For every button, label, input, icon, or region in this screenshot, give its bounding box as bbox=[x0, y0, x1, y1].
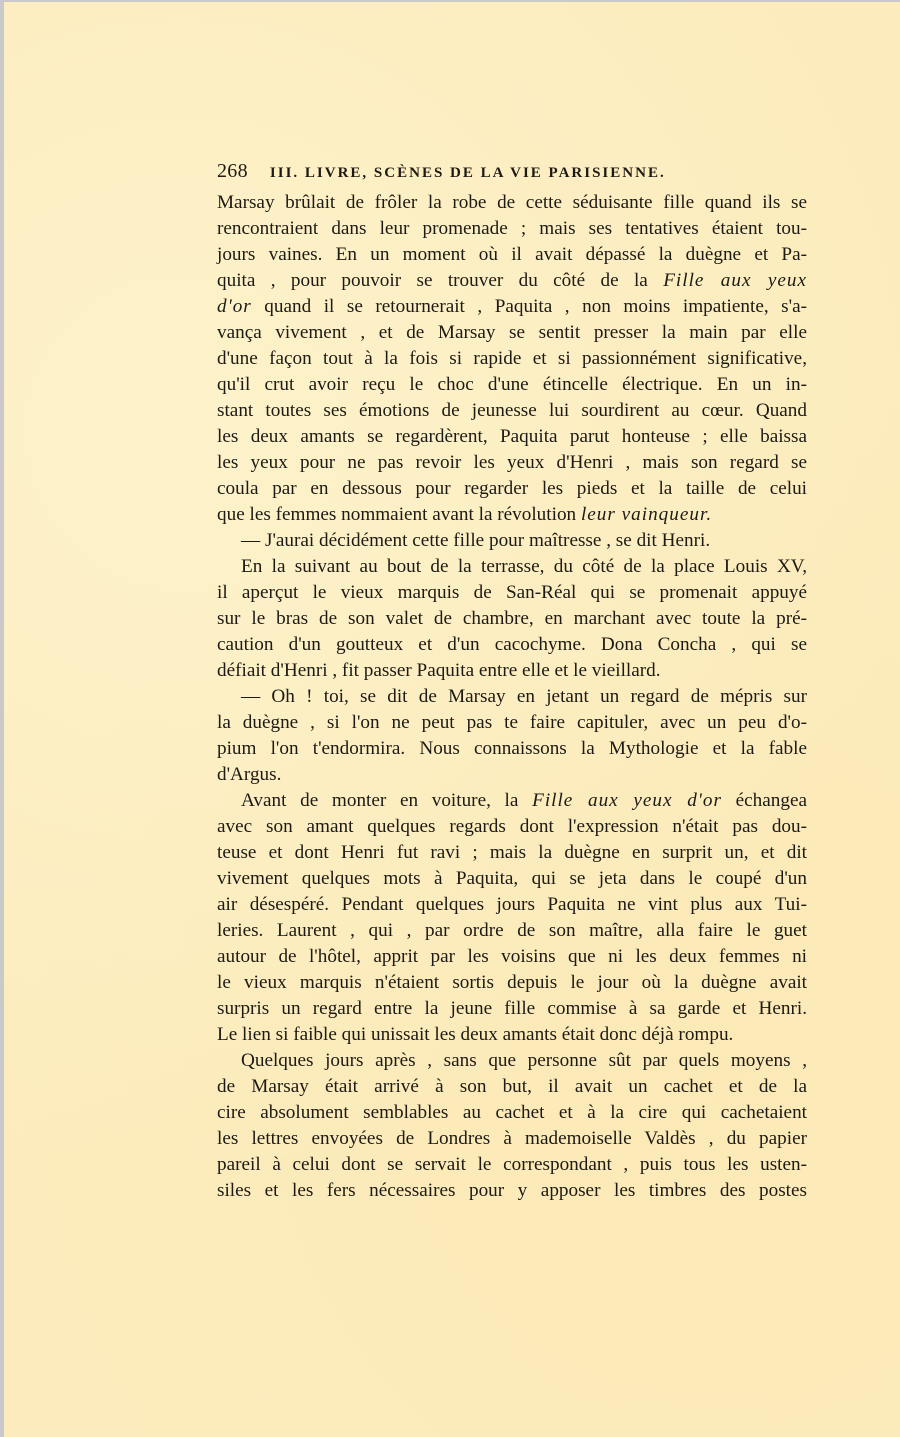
text-line bbox=[217, 814, 807, 840]
text-line bbox=[217, 996, 807, 1022]
text-line bbox=[217, 372, 807, 398]
text-line bbox=[217, 710, 807, 736]
italic-phrase: leur vainqueur. bbox=[580, 504, 713, 525]
italic-phrase: Fille aux yeux d'or bbox=[532, 790, 722, 811]
line-text: vança vivement , et de Marsay se sentit presser la main par elle bbox=[217, 322, 807, 343]
line-text: cire absolument semblables au cachet et à la cire qui cachetaient bbox=[217, 1102, 807, 1123]
text-line bbox=[217, 840, 807, 866]
line-text: rencontraient dans leur promenade ; mais ses tentatives étaient tou- bbox=[217, 218, 807, 239]
text-line bbox=[217, 268, 807, 294]
text-line bbox=[217, 762, 807, 788]
text-line bbox=[217, 190, 807, 216]
line-text: stant toutes ses émotions de jeunesse lui sourdirent au cœur. Quand bbox=[217, 400, 807, 421]
line-text: vivement quelques mots à Paquita, qui se jeta dans le coupé d'un bbox=[217, 868, 807, 889]
line-text: surpris un regard entre la jeune fille commise à sa garde et Henri. bbox=[217, 998, 807, 1019]
line-text: Avant de monter en voiture, la bbox=[241, 790, 533, 811]
text-line bbox=[217, 788, 807, 814]
line-text: Quelques jours après , sans que personne sût par quels moyens , bbox=[241, 1050, 807, 1071]
text-line bbox=[217, 606, 807, 632]
text-line bbox=[217, 970, 807, 996]
line-text: — Oh ! toi, se dit de Marsay en jetant un regard de mépris sur bbox=[241, 686, 807, 707]
line-text: défiait d'Henri , fit passer Paquita entre elle et le vieillard. bbox=[217, 660, 661, 681]
body-text bbox=[217, 190, 807, 1204]
text-line bbox=[217, 866, 807, 892]
line-text: caution d'un goutteux et d'un cacochyme. Dona Concha , qui se bbox=[217, 634, 807, 655]
italic-phrase: Fille aux yeux bbox=[663, 270, 807, 291]
line-text: qu'il crut avoir reçu le choc d'une étincelle électrique. En un in- bbox=[217, 374, 807, 395]
text-line bbox=[217, 1152, 807, 1178]
text-line bbox=[217, 346, 807, 372]
line-text: les yeux pour ne pas revoir les yeux d'Henri , mais son regard se bbox=[217, 452, 807, 473]
line-text: Marsay brûlait de frôler la robe de cette séduisante fille quand ils se bbox=[217, 192, 807, 213]
line-text: quand il se retournerait , Paquita , non moins impatiente, s'a- bbox=[251, 296, 807, 317]
line-text: Le lien si faible qui unissait les deux amants était donc déjà rompu. bbox=[217, 1024, 734, 1045]
line-text: avec son amant quelques regards dont l'expression n'était pas dou- bbox=[217, 816, 807, 837]
text-line bbox=[217, 1126, 807, 1152]
text-line bbox=[217, 424, 807, 450]
text-line bbox=[217, 554, 807, 580]
line-text: teuse et dont Henri fut ravi ; mais la duègne en surprit un, et dit bbox=[217, 842, 807, 863]
line-text: coula par en dessous pour regarder les pieds et la taille de celui bbox=[217, 478, 807, 499]
line-text: les deux amants se regardèrent, Paquita parut honteuse ; elle baissa bbox=[217, 426, 807, 447]
text-line bbox=[217, 580, 807, 606]
line-text: jours vaines. En un moment où il avait dépassé la duègne et Pa- bbox=[217, 244, 807, 265]
line-text: — J'aurai décidément cette fille pour maîtresse , se dit Henri. bbox=[241, 530, 711, 551]
line-text: siles et les fers nécessaires pour y apposer les timbres des postes bbox=[217, 1180, 807, 1201]
text-line bbox=[217, 1100, 807, 1126]
running-head-title: III. LIVRE, SCÈNES DE LA VIE PARISIENNE. bbox=[269, 165, 666, 181]
page-text-block bbox=[217, 160, 807, 1204]
line-text: le vieux marquis n'étaient sortis depuis le jour où la duègne avait bbox=[217, 972, 807, 993]
line-text: air désespéré. Pendant quelques jours Paquita ne vint plus aux Tui- bbox=[217, 894, 807, 915]
text-line bbox=[217, 476, 807, 502]
text-line bbox=[217, 1074, 807, 1100]
line-text: il aperçut le vieux marquis de San-Réal qui se promenait appuyé bbox=[217, 582, 807, 603]
line-text: la duègne , si l'on ne peut pas te faire capituler, avec un peu d'o- bbox=[217, 712, 807, 733]
book-page bbox=[4, 2, 900, 1437]
text-line bbox=[217, 294, 807, 320]
text-line bbox=[217, 242, 807, 268]
line-text: que les femmes nommaient avant la révolution bbox=[217, 504, 581, 525]
line-text: En la suivant au bout de la terrasse, du côté de la place Louis XV, bbox=[241, 556, 807, 577]
text-line bbox=[217, 398, 807, 424]
text-line bbox=[217, 632, 807, 658]
line-text: pareil à celui dont se servait le correspondant , puis tous les usten- bbox=[217, 1154, 807, 1175]
line-text: de Marsay était arrivé à son but, il avait un cachet et de la bbox=[217, 1076, 807, 1097]
page-number: 268 bbox=[217, 160, 248, 182]
text-line bbox=[217, 892, 807, 918]
line-text: autour de l'hôtel, apprit par les voisins que ni les deux femmes ni bbox=[217, 946, 807, 967]
text-line bbox=[217, 1022, 807, 1048]
text-line bbox=[217, 320, 807, 346]
line-text: leries. Laurent , qui , par ordre de son maître, alla faire le guet bbox=[217, 920, 807, 941]
text-line bbox=[217, 502, 807, 528]
line-text: échangea bbox=[721, 790, 807, 811]
line-text: d'Argus. bbox=[217, 764, 282, 785]
text-line bbox=[217, 736, 807, 762]
text-line bbox=[217, 528, 807, 554]
text-line bbox=[217, 1178, 807, 1204]
text-line bbox=[217, 944, 807, 970]
text-line bbox=[217, 684, 807, 710]
text-line bbox=[217, 658, 807, 684]
running-head bbox=[217, 160, 807, 190]
text-line bbox=[217, 450, 807, 476]
text-line bbox=[217, 918, 807, 944]
line-text: les lettres envoyées de Londres à mademoiselle Valdès , du papier bbox=[217, 1128, 807, 1149]
italic-phrase: d'or bbox=[217, 296, 252, 317]
line-text: sur le bras de son valet de chambre, en marchant avec toute la pré- bbox=[217, 608, 807, 629]
line-text: pium l'on t'endormira. Nous connaissons la Mythologie et la fable bbox=[217, 738, 807, 759]
line-text: quita , pour pouvoir se trouver du côté de la bbox=[217, 270, 664, 291]
line-text: d'une façon tout à la fois si rapide et si passionnément significative, bbox=[217, 348, 807, 369]
text-line bbox=[217, 1048, 807, 1074]
text-line bbox=[217, 216, 807, 242]
